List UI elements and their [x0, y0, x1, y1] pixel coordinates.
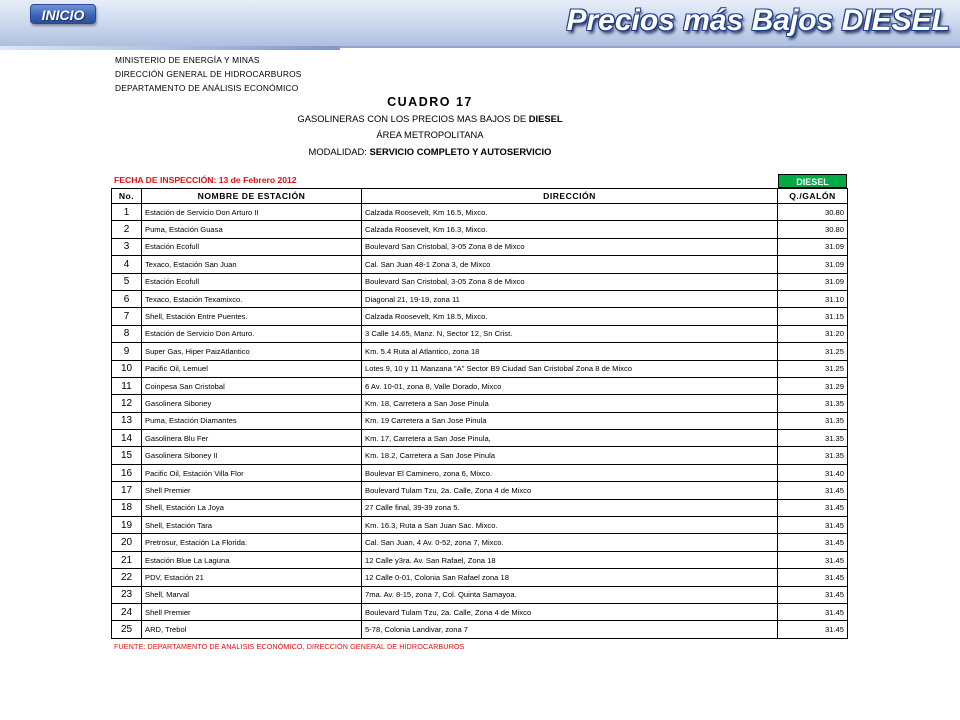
page-title: Precios más Bajos DIESEL: [566, 4, 950, 37]
station-address: Lotes 9, 10 y 11 Manzana "A" Sector B9 Ciudad San Cristobal Zona 8 de Mixco: [362, 360, 778, 377]
price-cell: 31.35: [778, 395, 848, 412]
table-row: [112, 360, 848, 377]
price-cell: 30.80: [778, 204, 848, 221]
col-header-no: No.: [112, 189, 142, 204]
table-row: [112, 221, 848, 238]
station-name: Pacific Oil, Estación Villa Flor: [142, 464, 362, 481]
row-number: 12: [112, 395, 142, 412]
table-row: [112, 325, 848, 342]
table-row: [112, 238, 848, 255]
cuadro-subtitle-prefix: GASOLINERAS CON LOS PRECIOS MAS BAJOS DE: [297, 113, 529, 124]
table-row: [112, 551, 848, 568]
price-cell: 31.09: [778, 273, 848, 290]
price-cell: 31.45: [778, 586, 848, 603]
row-number: 11: [112, 377, 142, 394]
station-address: Boulevard San Cristobal, 3-05 Zona 8 de Mixco: [362, 238, 778, 255]
station-name: Shell, Estación La Joya: [142, 499, 362, 516]
col-header-precio: Q./GALÓN: [778, 189, 848, 204]
table-row: [112, 482, 848, 499]
row-number: 4: [112, 256, 142, 273]
price-cell: 31.40: [778, 464, 848, 481]
station-address: 27 Calle final, 39-39 zona 5.: [362, 499, 778, 516]
table-row: [112, 447, 848, 464]
price-cell: 31.45: [778, 621, 848, 638]
station-name: Estación Ecofull: [142, 238, 362, 255]
table-row: [112, 499, 848, 516]
station-address: 6 Av. 10-01, zona 8, Valle Dorado, Mixco: [362, 377, 778, 394]
table-row: [112, 395, 848, 412]
table-row: [112, 621, 848, 638]
price-cell: 31.09: [778, 238, 848, 255]
station-name: Shell, Estación Entre Puentes.: [142, 308, 362, 325]
price-cell: 31.35: [778, 430, 848, 447]
price-cell: 31.45: [778, 482, 848, 499]
row-number: 2: [112, 221, 142, 238]
col-header-nombre: NOMBRE DE ESTACIÓN: [142, 189, 362, 204]
station-name: ARD, Trebol: [142, 621, 362, 638]
station-name: Texaco, Estación Texamixco.: [142, 290, 362, 307]
station-address: Km. 19 Carretera a San Jose Pinula: [362, 412, 778, 429]
table-header-row: [112, 189, 848, 204]
price-cell: 31.29: [778, 377, 848, 394]
ministry-block: [115, 53, 302, 95]
station-address: Calzada Roosevelt, Km 16.5, Mixco.: [362, 204, 778, 221]
table-row: [112, 603, 848, 620]
row-number: 3: [112, 238, 142, 255]
station-name: Shell Premier: [142, 482, 362, 499]
row-number: 10: [112, 360, 142, 377]
station-address: Km. 18, Carretera a San Jose Pinula: [362, 395, 778, 412]
table-row: [112, 343, 848, 360]
row-number: 18: [112, 499, 142, 516]
station-name: Gasolinera Siboney II: [142, 447, 362, 464]
price-cell: 31.45: [778, 517, 848, 534]
table-row: [112, 517, 848, 534]
station-address: Boulevard San Cristobal, 3-05 Zona 8 de Mixco: [362, 273, 778, 290]
station-name: Puma, Estación Diamantes: [142, 412, 362, 429]
cuadro-title: CUADRO 17: [387, 95, 473, 109]
station-address: 5-78, Colonia Landivar, zona 7: [362, 621, 778, 638]
station-address: Cal. San Juan 48-1 Zona 3, de Mixco: [362, 256, 778, 273]
cuadro-modalidad: [0, 146, 910, 157]
station-name: Pretrosur, Estación La Florida.: [142, 534, 362, 551]
price-cell: 31.20: [778, 325, 848, 342]
source-note: FUENTE: DEPARTAMENTO DE ANALISIS ECONÓMICO, DIRECCIÓN GENERAL DE HIDROCARBUROS: [114, 642, 465, 651]
table-row: [112, 534, 848, 551]
price-cell: 31.45: [778, 551, 848, 568]
header-underline: [0, 46, 340, 50]
prices-table: [111, 188, 848, 639]
row-number: 25: [112, 621, 142, 638]
price-cell: 31.45: [778, 603, 848, 620]
inicio-button[interactable]: INICIO: [30, 4, 96, 24]
table-row: [112, 430, 848, 447]
row-number: 19: [112, 517, 142, 534]
station-address: 3 Calle 14.65, Manz. N, Sector 12, Sn Crist.: [362, 325, 778, 342]
station-name: Estación de Servicio Don Arturo.: [142, 325, 362, 342]
modalidad-value: SERVICIO COMPLETO Y AUTOSERVICIO: [369, 146, 552, 157]
station-name: Texaco, Estación San Juan: [142, 256, 362, 273]
table-body: [112, 204, 848, 639]
row-number: 16: [112, 464, 142, 481]
price-cell: 31.35: [778, 412, 848, 429]
price-cell: 31.35: [778, 447, 848, 464]
price-cell: 31.45: [778, 534, 848, 551]
station-address: Km. 18.2, Carretera a San Jose Pinula: [362, 447, 778, 464]
table-row: [112, 586, 848, 603]
ministry-line-1: MINISTERIO DE ENERGÍA Y MINAS: [115, 55, 260, 65]
station-address: Calzada Roosevelt, Km 18.5, Mixco.: [362, 308, 778, 325]
table-row: [112, 464, 848, 481]
station-address: Boulevard Tulam Tzu, 2a. Calle, Zona 4 de Mixco: [362, 603, 778, 620]
table-row: [112, 290, 848, 307]
row-number: 22: [112, 569, 142, 586]
cuadro-subtitle-fuel: DIESEL: [528, 113, 563, 124]
station-name: Gasolinera Blu Fer: [142, 430, 362, 447]
table-row: [112, 256, 848, 273]
price-cell: 31.45: [778, 499, 848, 516]
station-name: Estación de Servicio Don Arturo II: [142, 204, 362, 221]
station-name: Estación Ecofull: [142, 273, 362, 290]
ministry-line-2: DIRECCIÓN GENERAL DE HIDROCARBUROS: [115, 69, 302, 79]
row-number: 7: [112, 308, 142, 325]
station-address: Km. 5.4 Ruta al Atlantico, zona 18: [362, 343, 778, 360]
station-name: Pacific Oil, Lemuel: [142, 360, 362, 377]
station-address: 12 Calle y3ra. Av. San Rafael, Zona 18: [362, 551, 778, 568]
station-name: Estación Blue La Laguna: [142, 551, 362, 568]
station-name: Shell, Estación Tara: [142, 517, 362, 534]
station-address: Boulevard Tulam Tzu, 2a. Calle, Zona 4 de Mixco: [362, 482, 778, 499]
row-number: 23: [112, 586, 142, 603]
row-number: 1: [112, 204, 142, 221]
row-number: 9: [112, 343, 142, 360]
price-cell: 30.80: [778, 221, 848, 238]
diesel-header: DIESEL: [778, 174, 847, 188]
cuadro-area: ÁREA METROPOLITANA: [376, 129, 484, 140]
row-number: 17: [112, 482, 142, 499]
row-number: 15: [112, 447, 142, 464]
col-header-direccion: DIRECCIÓN: [362, 189, 778, 204]
station-address: Calzada Roosevelt, Km 16.3, Mixco.: [362, 221, 778, 238]
station-name: Shell Premier: [142, 603, 362, 620]
table-row: [112, 412, 848, 429]
table-row: [112, 204, 848, 221]
price-cell: 31.45: [778, 569, 848, 586]
row-number: 6: [112, 290, 142, 307]
cuadro-subtitle: [0, 113, 910, 124]
station-name: Puma, Estación Guasa: [142, 221, 362, 238]
station-address: Km. 16.3, Ruta a San Juan Sac. Mixco.: [362, 517, 778, 534]
station-name: Gasolinera Siboney: [142, 395, 362, 412]
price-cell: 31.10: [778, 290, 848, 307]
station-name: PDV, Estación 21: [142, 569, 362, 586]
station-address: 12 Calle 0-01, Colonia San Rafael zona 18: [362, 569, 778, 586]
table-row: [112, 377, 848, 394]
station-address: Diagonal 21, 19-19, zona 11: [362, 290, 778, 307]
station-name: Super Gas, Hiper PaizAtlantico: [142, 343, 362, 360]
station-name: Shell, Marval: [142, 586, 362, 603]
table-row: [112, 273, 848, 290]
modalidad-label: MODALIDAD:: [308, 146, 370, 157]
row-number: 21: [112, 551, 142, 568]
table-row: [112, 308, 848, 325]
price-cell: 31.15: [778, 308, 848, 325]
station-address: Cal. San Juan, 4 Av. 0-52, zona 7, Mixco.: [362, 534, 778, 551]
row-number: 13: [112, 412, 142, 429]
inspection-date: FECHA DE INSPECCIÓN: 13 de Febrero 2012: [114, 175, 297, 185]
station-address: Boulevar El Caminero, zona 6, Mixco.: [362, 464, 778, 481]
row-number: 5: [112, 273, 142, 290]
ministry-line-3: DEPARTAMENTO DE ANÁLISIS ECONÓMICO: [115, 83, 299, 93]
row-number: 8: [112, 325, 142, 342]
price-cell: 31.25: [778, 343, 848, 360]
station-name: Coinpesa San Cristobal: [142, 377, 362, 394]
row-number: 14: [112, 430, 142, 447]
header-bar: [0, 0, 960, 48]
price-cell: 31.25: [778, 360, 848, 377]
price-cell: 31.09: [778, 256, 848, 273]
station-address: 7ma. Av. 8-15, zona 7, Col. Quinta Samayoa.: [362, 586, 778, 603]
station-address: Km. 17, Carretera a San Jose Pinula,: [362, 430, 778, 447]
table-row: [112, 569, 848, 586]
row-number: 20: [112, 534, 142, 551]
row-number: 24: [112, 603, 142, 620]
